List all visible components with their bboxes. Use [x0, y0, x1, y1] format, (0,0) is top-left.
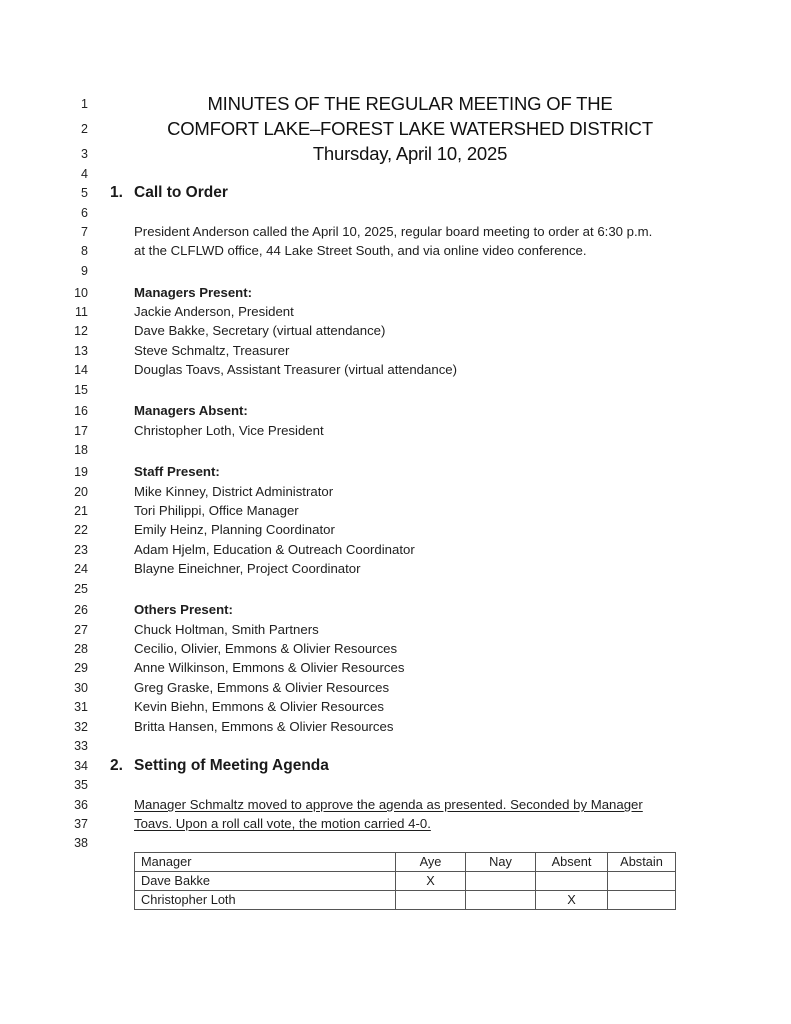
line-number: 26 [74, 603, 88, 617]
section-title: Setting of Meeting Agenda [134, 757, 329, 774]
line-number: 25 [74, 582, 88, 596]
line-number: 17 [74, 424, 88, 438]
attendee-item: Mike Kinney, District Administrator [134, 484, 334, 499]
line-number: 14 [74, 363, 88, 377]
line-number: 9 [81, 264, 88, 278]
attendee-item: Dave Bakke, Secretary (virtual attendance) [134, 323, 386, 338]
motion-text-line: Manager Schmaltz moved to approve the agenda as presented. Seconded by Manager [134, 797, 643, 812]
line-number: 20 [74, 485, 88, 499]
header-absent: Absent [536, 853, 608, 872]
roll-call-vote-table [134, 852, 676, 910]
header-abstain: Abstain [608, 853, 676, 872]
line-number: 4 [81, 167, 88, 181]
line-number: 24 [74, 562, 88, 576]
cell-aye [396, 891, 466, 910]
line-number: 36 [74, 798, 88, 812]
cell-abstain [608, 872, 676, 891]
line-number: 35 [74, 778, 88, 792]
line-number: 22 [74, 523, 88, 537]
line-number: 33 [74, 739, 88, 753]
attendee-item: Greg Graske, Emmons & Olivier Resources [134, 680, 390, 695]
section-title: Call to Order [134, 184, 228, 201]
attendee-item: Christopher Loth, Vice President [134, 423, 324, 438]
paragraph-line: at the CLFLWD office, 44 Lake Street South, and via online video conference. [134, 243, 587, 258]
line-number: 32 [74, 720, 88, 734]
line-number: 15 [74, 383, 88, 397]
line-number: 7 [81, 225, 88, 239]
line-number: 38 [74, 836, 88, 850]
table-row [135, 872, 676, 891]
section-heading-setting-of-meeting-agenda [110, 757, 329, 775]
cell-absent: X [536, 891, 608, 910]
section-number: 1. [110, 184, 123, 201]
others-present-label: Others Present: [134, 602, 233, 617]
attendee-item: Tori Philippi, Office Manager [134, 503, 299, 518]
section-number: 2. [110, 757, 123, 774]
table-row [135, 891, 676, 910]
attendee-item: Steve Schmaltz, Treasurer [134, 343, 290, 358]
line-number: 19 [74, 465, 88, 479]
managers-absent-label: Managers Absent: [134, 403, 248, 418]
section-heading-call-to-order [110, 184, 228, 202]
cell-nay [466, 872, 536, 891]
header-nay: Nay [466, 853, 536, 872]
line-number: 37 [74, 817, 88, 831]
line-number: 8 [81, 244, 88, 258]
line-number: 21 [74, 504, 88, 518]
cell-abstain [608, 891, 676, 910]
line-number: 29 [74, 661, 88, 675]
line-number: 3 [81, 147, 88, 161]
attendee-item: Cecilio, Olivier, Emmons & Olivier Resources [134, 641, 398, 656]
paragraph-line: President Anderson called the April 10, 2025, regular board meeting to order at 6:30 p.m. [134, 224, 653, 239]
line-number: 31 [74, 700, 88, 714]
line-number: 2 [81, 122, 88, 136]
header-manager: Manager [135, 853, 396, 872]
managers-present-label: Managers Present: [134, 285, 252, 300]
line-number: 28 [74, 642, 88, 656]
cell-manager: Dave Bakke [135, 872, 396, 891]
attendee-item: Britta Hansen, Emmons & Olivier Resources [134, 719, 394, 734]
attendee-item: Jackie Anderson, President [134, 304, 294, 319]
title-line-1: MINUTES OF THE REGULAR MEETING OF THE [207, 93, 613, 114]
attendee-item: Blayne Eineichner, Project Coordinator [134, 561, 361, 576]
cell-nay [466, 891, 536, 910]
title-line-3: Thursday, April 10, 2025 [312, 143, 508, 164]
attendee-item: Emily Heinz, Planning Coordinator [134, 522, 335, 537]
line-number: 30 [74, 681, 88, 695]
line-number: 13 [74, 344, 88, 358]
line-number: 11 [75, 305, 88, 319]
attendee-item: Chuck Holtman, Smith Partners [134, 622, 319, 637]
attendee-item: Anne Wilkinson, Emmons & Olivier Resources [134, 660, 405, 675]
staff-present-label: Staff Present: [134, 464, 220, 479]
attendee-item: Kevin Biehn, Emmons & Olivier Resources [134, 699, 384, 714]
line-number: 27 [74, 623, 88, 637]
line-number: 6 [81, 206, 88, 220]
header-aye: Aye [396, 853, 466, 872]
line-number: 18 [74, 443, 88, 457]
attendee-item: Douglas Toavs, Assistant Treasurer (virtual attendance) [134, 362, 458, 377]
motion-text-line: Toavs. Upon a roll call vote, the motion carried 4-0. [134, 816, 431, 831]
line-number: 16 [74, 404, 88, 418]
attendee-item: Adam Hjelm, Education & Outreach Coordinator [134, 542, 415, 557]
table-header-row [135, 853, 676, 872]
title-line-2: COMFORT LAKE–FOREST LAKE WATERSHED DISTRICT [167, 118, 653, 139]
cell-manager: Christopher Loth [135, 891, 396, 910]
line-number: 1 [81, 97, 88, 111]
cell-absent [536, 872, 608, 891]
cell-aye: X [396, 872, 466, 891]
line-number: 10 [74, 286, 88, 300]
line-number: 34 [74, 759, 88, 773]
line-number: 5 [81, 186, 88, 200]
line-number: 23 [74, 543, 88, 557]
line-number: 12 [74, 324, 88, 338]
